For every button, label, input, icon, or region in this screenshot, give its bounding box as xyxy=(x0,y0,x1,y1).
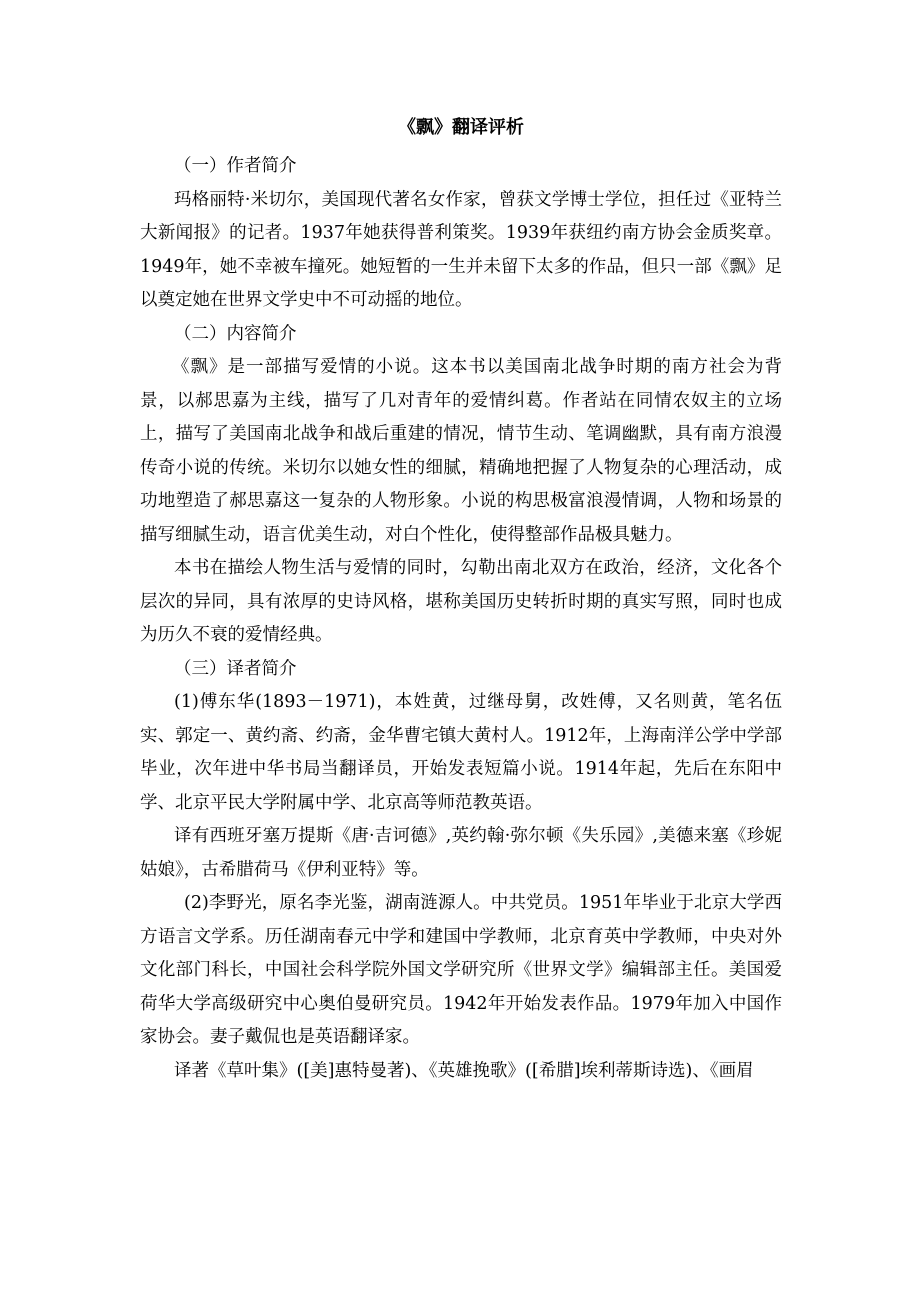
section-heading: （二）内容简介 xyxy=(174,323,297,344)
paragraph: 译著《草叶集》([美]惠特曼著)、《英雄挽歌》([希腊]埃利蒂斯诗选)、《画眉 xyxy=(174,1060,754,1081)
paragraph: (2)李野光，原名李光鉴，湖南涟源人。中共党员。1951年毕业于北京大学西方语言文学系。历任湖南春元中学和建国中学教师，北京育英中学教师，中央对外文化部门科长，中国社会科学院外国文学研究所《世界文学》编辑部主任。美国爱荷华大学高级研究中心奥伯曼研究员。1942年开始发表作品。1979年加入中国作家协会。妻子戴侃也是英语翻译家。 xyxy=(140,893,782,1047)
section-heading: （三）译者简介 xyxy=(174,658,297,679)
document-title: 《飘》翻译评析 xyxy=(398,117,524,138)
paragraph: 玛格丽特·米切尔，美国现代著名女作家，曾获文学博士学位，担任过《亚特兰大新闻报》的记者。1937年她获得普利策奖。1939年获纽约南方协会金质奖章。1949年，她不幸被车撞死。她短暂的一生并未留下太多的作品，但只一部《飘》足以奠定她在世界文学史中不可动摇的地位。 xyxy=(140,189,782,310)
section-author-intro xyxy=(140,150,782,318)
paragraph: (1)傅东华(1893－1971)，本姓黄，过继母舅，改姓傅，又名则黄，笔名伍实、郭定一、黄约斋、约斋，金华曹宅镇大黄村人。1912年，上海南洋公学中学部毕业，次年进中华书局当翻译员，开始发表短篇小说。1914年起，先后在东阳中学、北京平民大学附属中学、北京高等师范教英语。 xyxy=(140,692,782,813)
paragraph: 译有西班牙塞万提斯《唐·吉诃德》,英约翰·弥尔顿《失乐园》,美德来塞《珍妮姑娘》，古希腊荷马《伊利亚特》等。 xyxy=(140,826,782,880)
section-heading: （一）作者简介 xyxy=(174,156,297,176)
section-translator-intro xyxy=(140,653,782,1089)
paragraph: 《飘》是一部描写爱情的小说。这本书以美国南北战争时期的南方社会为背景，以郝思嘉为主线，描写了几对青年的爱情纠葛。作者站在同情农奴主的立场上，描写了美国南北战争和战后重建的情况，情节生动、笔调幽默，具有南方浪漫传奇小说的传统。米切尔以她女性的细腻，精确地把握了人物复杂的心理活动，成功地塑造了郝思嘉这一复杂的人物形象。小说的构思极富浪漫情调，人物和场景的描写细腻生动，语言优美生动，对白个性化，使得整部作品极具魅力。 xyxy=(140,357,782,545)
document-body xyxy=(140,112,782,1088)
section-content-intro xyxy=(140,318,782,653)
paragraph: 本书在描绘人物生活与爱情的同时，勾勒出南北双方在政治，经济，文化各个层次的异同，具有浓厚的史诗风格，堪称美国历史转折时期的真实写照，同时也成为历久不衰的爱情经典。 xyxy=(140,558,782,645)
